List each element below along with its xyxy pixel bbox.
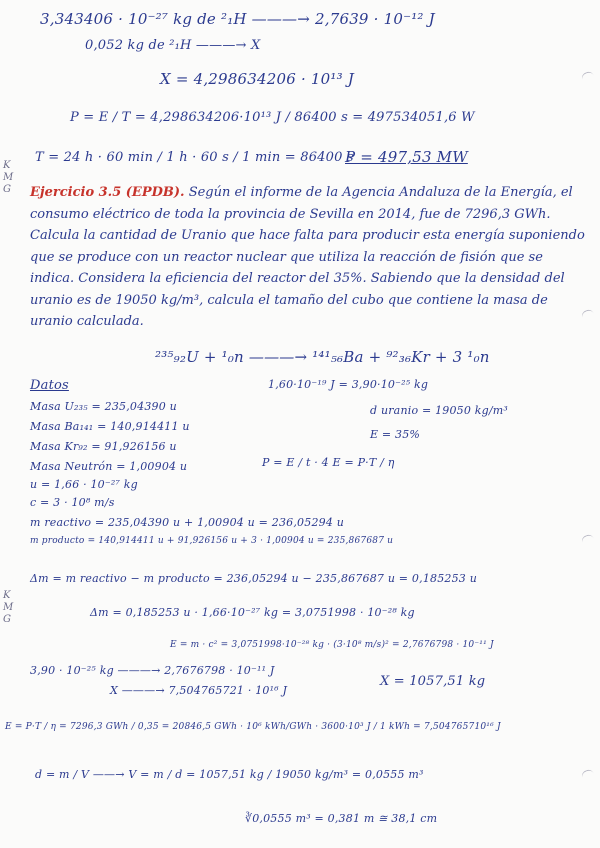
mass-defect: Δm = m reactivo − m producto = 236,05294 u − 235,867687 u = 0,185253 u	[30, 572, 477, 585]
uranium-mass-result: X = 1057,51 kg	[380, 674, 486, 689]
dato-item: Masa Kr₉₂ = 91,926156 u	[30, 440, 177, 453]
top-line-4: P = E / T = 4,298634206·10¹³ J / 86400 s = 497534051,6 W	[70, 110, 475, 125]
dato-item: Masa U₂₃₅ = 235,04390 u	[30, 400, 177, 413]
dato-item: c = 3 · 10⁸ m/s	[30, 496, 115, 509]
margin-note-bottom: K M G	[3, 590, 14, 625]
dato-right: 1,60·10⁻¹⁹ J = 3,90·10⁻²⁵ kg	[268, 378, 429, 391]
mass-reactants: m reactivo = 235,04390 u + 1,00904 u = 236,05294 u	[30, 516, 345, 529]
cube-side-result: ∛0,0555 m³ = 0,381 m ≅ 38,1 cm	[245, 812, 438, 825]
exercise-label: Ejercicio 3.5 (EPDB).	[30, 185, 185, 200]
dato-item: Masa Neutrón = 1,00904 u	[30, 460, 188, 473]
dato-item: Masa Ba₁₄₁ = 140,914411 u	[30, 420, 190, 433]
top-line-2: 0,052 kg de ²₁H ———→ X	[85, 38, 261, 53]
margin-note-top: K M G	[3, 160, 14, 195]
rule-of-three-2: X ———→ 7,504765721 · 10¹⁶ J	[110, 684, 288, 697]
dato-item: u = 1,66 · 10⁻²⁷ kg	[30, 478, 138, 491]
exercise-statement	[30, 182, 585, 333]
mass-defect-kg: Δm = 0,185253 u · 1,66·10⁻²⁷ kg = 3,0751998 · 10⁻²⁸ kg	[90, 606, 415, 619]
binder-hole	[580, 533, 595, 547]
volume-formula: d = m / V ——→ V = m / d = 1057,51 kg / 19050 kg/m³ = 0,0555 m³	[35, 768, 424, 781]
rule-of-three-1: 3,90 · 10⁻²⁵ kg ———→ 2,7676798 · 10⁻¹¹ J	[30, 664, 275, 677]
top-line-1: 3,343406 · 10⁻²⁷ kg de ²₁H ———→ 2,7639 · 10⁻¹² J	[40, 10, 435, 28]
top-line-5: T = 24 h · 60 min / 1 h · 60 s / 1 min = 86400 s	[35, 150, 354, 165]
binder-hole	[580, 768, 595, 782]
datos-title: Datos	[30, 378, 69, 393]
binder-hole	[580, 70, 595, 84]
energy-required: E = P·T / η = 7296,3 GWh / 0,35 = 20846,5 GWh · 10⁶ kWh/GWh · 3600·10³ J / 1 kWh = 7,504765710¹⁶ J	[5, 722, 501, 732]
power-result: P = 497,53 MW	[345, 148, 468, 166]
energy-per-reaction: E = m · c² = 3,0751998·10⁻²⁸ kg · (3·10⁸ m/s)² = 2,7676798 · 10⁻¹¹ J	[170, 640, 494, 650]
top-line-3: X = 4,298634206 · 10¹³ J	[160, 70, 354, 88]
exercise-text: Según el informe de la Agencia Andaluza de la Energía, el consumo eléctrico de toda la provincia de Sevilla en 2014, fue de 7296,3 GWh. Calcula la cantidad de Uranio que hace falta para producir esta energía suponiendo que se produce con un reactor nuclear que utiliza la reacción de fisión que se indica. Considera la eficiencia del reactor del 35%. Sabiendo que la densidad del uranio es de 19050 kg/m³, calcula el tamaño del cubo que contiene la masa de uranio calculada.	[30, 185, 585, 329]
dato-right: P = E / t · 4 E = P·T / η	[262, 456, 395, 469]
fission-reaction: ²³⁵₉₂U + ¹₀n ———→ ¹⁴¹₅₆Ba + ⁹²₃₆Kr + 3 ¹₀n	[155, 348, 490, 366]
dato-right: E = 35%	[370, 428, 421, 441]
dato-right: d uranio = 19050 kg/m³	[370, 404, 509, 417]
mass-products: m producto = 140,914411 u + 91,926156 u + 3 · 1,00904 u = 235,867687 u	[30, 536, 394, 546]
